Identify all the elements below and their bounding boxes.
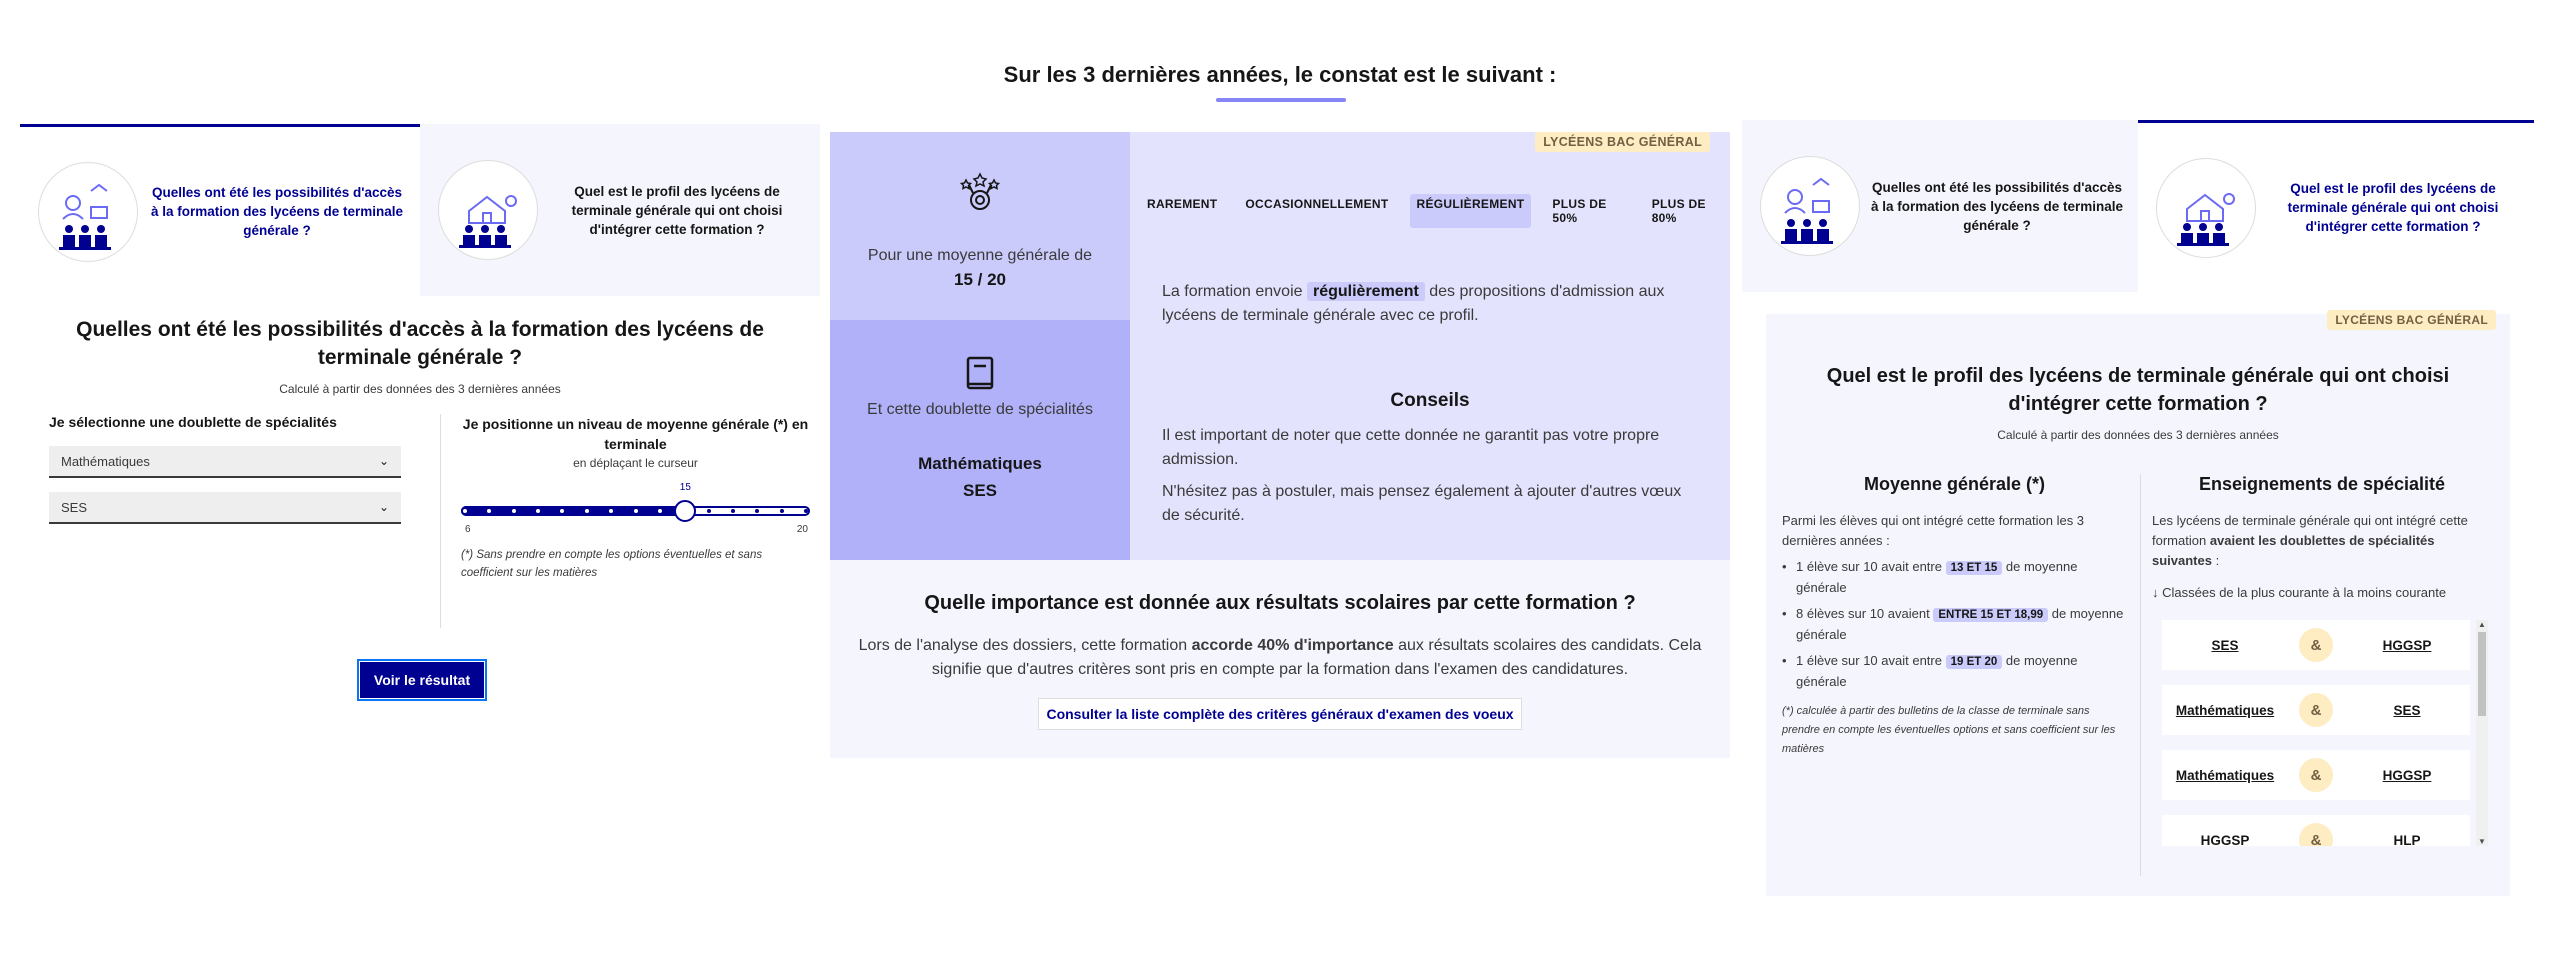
average-stats-title: Moyenne générale (*) xyxy=(1863,474,2046,494)
importance-strong: accorde 40% d'importance xyxy=(1191,637,1394,654)
stat-range-chip: 13 ET 15 xyxy=(1946,561,2003,575)
chevron-down-icon: ⌄ xyxy=(378,500,389,514)
profile-card xyxy=(1766,314,2510,896)
average-slider[interactable] xyxy=(461,482,810,535)
students-illustration-icon xyxy=(1760,156,1860,256)
tab-student-profile[interactable] xyxy=(2138,120,2534,292)
scroll-up-icon[interactable]: ▲ xyxy=(2478,620,2486,629)
slider-step-dot xyxy=(463,509,467,513)
average-stats-footnote: (*) calculée à partir des bulletins de la classe de terminale sans prendre en compte les éventuelles options et sans coefficient sur les matières xyxy=(1782,705,2116,755)
average-stats-intro: Parmi les élèves qui ont intégré cette formation les 3 dernières années : xyxy=(1782,513,2085,548)
doublette-spec-2: SES xyxy=(962,481,998,500)
frequency-level: PLUS DE 80% xyxy=(1651,197,1706,225)
result-panel xyxy=(830,132,1730,758)
sort-note: ↓ Classées de la plus courante à la moins courante xyxy=(2152,585,2447,600)
specialty-intro-before: Les lycéens de terminale générale qui ont intégré cette formation xyxy=(2152,513,2468,548)
specialty-link[interactable]: Mathématiques xyxy=(2175,702,2275,718)
access-title: Quelles ont été les possibilités d'accès à la formation des lycéens de terminale générale ? xyxy=(76,318,764,369)
calc-note: Calculé à partir des données des 3 dernières années xyxy=(1997,428,2279,442)
slider-step-dot xyxy=(780,509,784,513)
doublette-card xyxy=(830,320,1130,560)
average-stat-item xyxy=(1782,651,2127,692)
stat-text-after: de moyenne générale xyxy=(1796,653,2078,689)
specialty-link[interactable]: HLP xyxy=(2393,832,2421,846)
bac-general-badge: LYCÉENS BAC GÉNÉRAL xyxy=(1535,132,1710,152)
frequency-sentence-before: La formation envoie xyxy=(1162,283,1307,300)
stat-range-chip: 19 ET 20 xyxy=(1946,655,2003,669)
tab-access-possibilities[interactable] xyxy=(20,124,420,296)
specialty-pair-row xyxy=(2162,750,2470,800)
access-panel xyxy=(20,124,820,710)
slider-step-dot xyxy=(634,509,638,513)
frequency-sentence xyxy=(1162,280,1702,328)
slider-step-dot xyxy=(585,509,589,513)
average-label: Pour une moyenne générale de xyxy=(867,247,1093,264)
doublette-label: Et cette doublette de spécialités xyxy=(867,401,1093,418)
specialty-stats-title: Enseignements de spécialité xyxy=(2198,474,2446,494)
importance-title: Quelle importance est donnée aux résultats scolaires par cette formation ? xyxy=(924,592,1636,614)
slider-max: 20 xyxy=(796,524,808,535)
slider-fill xyxy=(461,506,685,516)
average-footnote: (*) Sans prendre en compte les options éventuelles et sans coefficient sur les matières xyxy=(461,549,763,579)
ampersand-icon: & xyxy=(2299,693,2333,727)
specialty-link[interactable]: Mathématiques xyxy=(2175,767,2275,783)
tab-access-possibilities[interactable] xyxy=(1742,120,2138,292)
doublette-values xyxy=(830,450,1130,504)
specialty-pair-row xyxy=(2162,620,2470,670)
advice-title: Conseils xyxy=(1390,390,1470,411)
column-divider xyxy=(2140,474,2141,876)
importance-after: aux résultats scolaires des candidats. Cela signifie que d'autres critères sont pris en compte par la formation dans l'examen des candidatures. xyxy=(931,637,1702,678)
pairs-scrollbar[interactable] xyxy=(2476,620,2488,846)
frequency-scale xyxy=(1140,194,1730,228)
access-panel-body xyxy=(20,296,820,710)
doublette-spec-1: Mathématiques xyxy=(918,454,1042,473)
stat-text-before: 1 élève sur 10 avait entre xyxy=(1796,653,1946,668)
show-result-button[interactable]: Voir le résultat xyxy=(360,662,484,698)
stat-range-chip: ENTRE 15 ET 18,99 xyxy=(1933,608,2048,622)
chevron-down-icon: ⌄ xyxy=(378,454,389,468)
students-illustration-icon xyxy=(38,162,138,262)
frequency-level: PLUS DE 50% xyxy=(1552,197,1607,225)
frequency-level: OCCASIONNELLEMENT xyxy=(1245,197,1389,211)
specialty-pairs-list[interactable] xyxy=(2152,620,2492,846)
specialty-link[interactable]: SES xyxy=(2211,637,2239,653)
advice-text-2: N'hésitez pas à postuler, mais pensez également à ajouter d'autres vœux de sécurité. xyxy=(1162,483,1682,524)
stat-text-before: 1 élève sur 10 avait entre xyxy=(1796,559,1946,574)
specialty-select-1[interactable] xyxy=(49,446,401,478)
average-value: 15 / 20 xyxy=(954,270,1006,289)
specialty-intro-strong: avaient les doublettes de spécialités suivantes xyxy=(2152,533,2435,568)
importance-text xyxy=(850,634,1710,682)
specialty-pair-row xyxy=(2162,685,2470,735)
stat-text-after: de moyenne générale xyxy=(1796,559,2078,595)
ampersand-icon: & xyxy=(2299,628,2333,662)
bac-general-badge: LYCÉENS BAC GÉNÉRAL xyxy=(2327,310,2496,330)
specialty-link[interactable]: HGGSP xyxy=(2382,637,2432,653)
average-stat-item xyxy=(1782,557,2127,598)
frequency-level: RÉGULIÈREMENT xyxy=(1410,194,1532,228)
average-selection xyxy=(440,414,810,628)
specialty-link[interactable]: HGGSP xyxy=(2382,767,2432,783)
slider-min: 6 xyxy=(465,524,471,535)
tab-profile-label: Quel est le profil des lycéens de terminale générale qui ont choisi d'intégrer cette formation ? xyxy=(571,183,783,237)
heading-underline xyxy=(1216,98,1346,102)
scrollbar-thumb[interactable] xyxy=(2478,632,2486,716)
specialty-pair-row xyxy=(2162,815,2470,846)
slider-value: 15 xyxy=(679,482,691,493)
slider-label: Je positionne un niveau de moyenne générale (*) en terminale xyxy=(462,416,809,452)
calc-note: Calculé à partir des données des 3 dernières années xyxy=(279,382,561,396)
specialty-link[interactable]: HGGSP xyxy=(2200,832,2250,846)
average-stat-item xyxy=(1782,604,2127,645)
specialty-select-2[interactable] xyxy=(49,492,401,524)
frequency-highlight: régulièrement xyxy=(1307,282,1425,301)
scroll-down-icon[interactable]: ▼ xyxy=(2478,837,2486,846)
slider-step-dot xyxy=(707,509,711,513)
average-stats-list xyxy=(1782,557,2127,692)
specialty-select-2-value: SES xyxy=(61,499,88,515)
specialty-select-1-value: Mathématiques xyxy=(61,453,150,469)
tab-profile-label: Quel est le profil des lycéens de terminale générale qui ont choisi d'intégrer cette formation ? xyxy=(2287,181,2499,234)
criteria-list-link[interactable]: Consulter la liste complète des critères généraux d'examen des voeux xyxy=(1038,698,1522,730)
specialty-stats-intro xyxy=(2152,511,2492,571)
profile-panel xyxy=(1742,120,2534,910)
specialty-select-label: Je sélectionne une doublette de spécialités xyxy=(49,414,337,430)
average-card xyxy=(830,132,1130,320)
importance-before: Lors de l'analyse des dossiers, cette formation xyxy=(858,637,1192,654)
specialty-intro-after: : xyxy=(2211,553,2220,568)
stat-text-after: de moyenne générale xyxy=(1796,606,2124,642)
average-stats xyxy=(1782,474,2127,759)
tab-access-label: Quelles ont été les possibilités d'accès à la formation des lycéens de terminale générale ? xyxy=(1870,179,2124,233)
advice-text-1: Il est important de noter que cette donnée ne garantit pas votre propre admission. xyxy=(1162,427,1660,468)
result-summary xyxy=(830,132,1730,560)
frequency-sentence-after: des propositions d'admission aux lycéens de terminale générale avec ce profil. xyxy=(1162,283,1665,324)
profile-panel-body xyxy=(1742,292,2534,910)
award-medal-icon xyxy=(956,170,1004,218)
stat-text-before: 8 élèves sur 10 avaient xyxy=(1796,606,1934,621)
slider-thumb[interactable] xyxy=(674,500,696,522)
tab-list xyxy=(20,124,820,296)
slider-step-dot xyxy=(512,509,516,513)
slider-step-dot xyxy=(731,509,735,513)
tab-list xyxy=(1742,120,2534,292)
specialty-stats xyxy=(2152,474,2492,846)
specialty-selection xyxy=(49,414,401,524)
frequency-level: RAREMENT xyxy=(1147,197,1218,211)
profile-title: Quel est le profil des lycéens de terminale générale qui ont choisi d'intégrer cette formation ? xyxy=(1826,365,2450,415)
book-icon xyxy=(956,350,1004,398)
slider-step-dot xyxy=(658,509,662,513)
specialty-link[interactable]: SES xyxy=(2393,702,2421,718)
ampersand-icon: & xyxy=(2299,823,2333,846)
ampersand-icon: & xyxy=(2299,758,2333,792)
school-illustration-icon xyxy=(438,160,538,260)
importance-section xyxy=(830,560,1730,758)
school-illustration-icon xyxy=(2156,158,2256,258)
page-title: Sur les 3 dernières années, le constat est le suivant : xyxy=(1003,62,1557,87)
tab-student-profile[interactable] xyxy=(420,124,820,296)
slider-step-dot xyxy=(804,509,808,513)
slider-sub-label: en déplaçant le curseur xyxy=(573,456,698,470)
tab-access-label: Quelles ont été les possibilités d'accès à la formation des lycéens de terminale générale ? xyxy=(150,185,404,238)
